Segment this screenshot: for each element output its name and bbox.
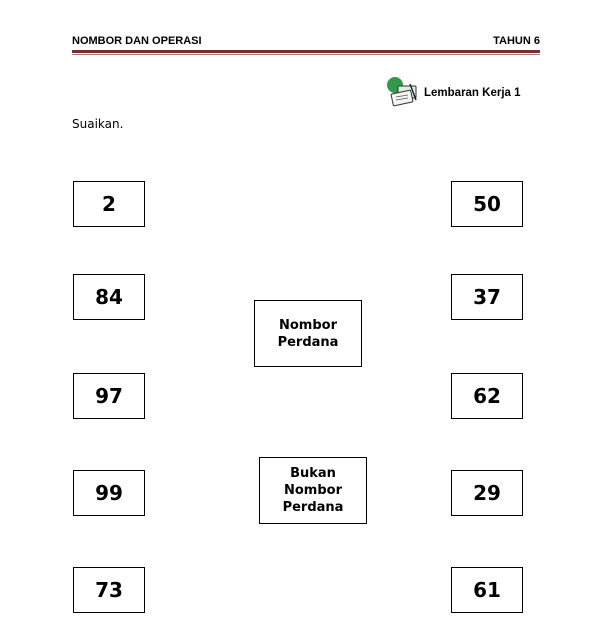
header-rule-thin	[72, 54, 540, 55]
left-number-box[interactable]: 99	[73, 470, 145, 516]
left-number-box[interactable]: 97	[73, 373, 145, 419]
left-number-box[interactable]: 84	[73, 274, 145, 320]
header-year: TAHUN 6	[493, 35, 540, 47]
right-number-box[interactable]: 50	[451, 181, 523, 227]
left-number-box[interactable]: 73	[73, 567, 145, 613]
instruction-text: Suaikan.	[72, 117, 124, 131]
category-box-prime[interactable]: Nombor Perdana	[254, 300, 362, 367]
right-number-box[interactable]: 61	[451, 567, 523, 613]
worksheet-title: Lembaran Kerja 1	[424, 87, 521, 99]
category-box-non-prime[interactable]: Bukan Nombor Perdana	[259, 457, 367, 524]
header-subject: NOMBOR DAN OPERASI	[72, 35, 202, 47]
header-rule	[72, 50, 540, 53]
left-number-box[interactable]: 2	[73, 181, 145, 227]
right-number-box[interactable]: 62	[451, 373, 523, 419]
worksheet-logo-icon	[386, 76, 420, 108]
right-number-box[interactable]: 37	[451, 274, 523, 320]
right-number-box[interactable]: 29	[451, 470, 523, 516]
